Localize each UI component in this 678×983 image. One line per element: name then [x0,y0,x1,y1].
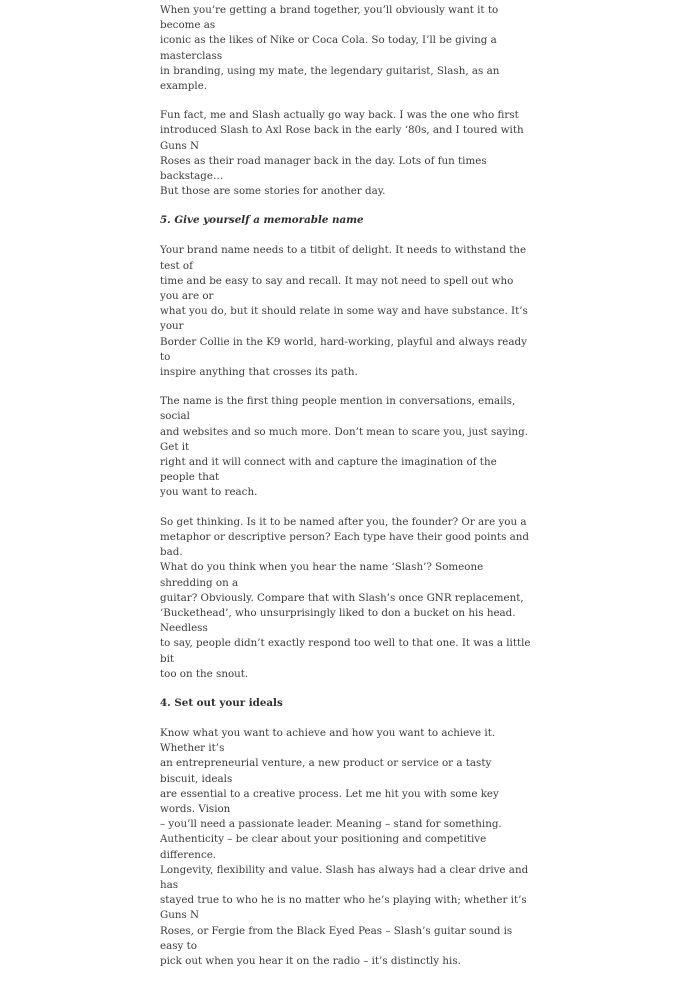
article-body [160,3,532,983]
section-heading-4: 4. Set out your ideals [160,696,283,709]
section-5-paragraph: Your brand name needs to a titbit of delight. It needs to withstand the test of time and be easy to say and recall. It may not need to spell out who you are or what you do, but it should relate in some way and have substance. It’s your Border Collie in the K9 world, hard-working, playful and always ready to inspire anything that crosses its path. [160,244,528,379]
intro-paragraph: When you’re getting a brand together, you’ll obviously want it to become as iconic as the likes of Nike or Coca Cola. So today, I’ll be giving a masterclass in branding, using my mate, the legendary guitarist, Slash, as an example. [160,4,500,93]
section-5-paragraph: So get thinking. Is it to be named after you, the founder? Or are you a metaphor or descriptive person? Each type have their good points and bad. What do you think when you hear the name ‘Slash’? Someone shredding on a guitar? Obviously. Compare that with Slash’s once GNR replacement, ‘Buckethead’, who unsurprisingly liked to don a bucket on his head. Needless to say, people didn’t exactly respond too well to that one. It was a little bit too on the snout. [160,515,531,680]
section-5-paragraph: The name is the first thing people mention in conversations, emails, social and websites and so much more. Don’t mean to scare you, just saying. Get it right and it will connect with and capture the imagination of the people that you want to reach. [160,395,528,499]
section-heading-5: 5. Give yourself a memorable name [160,214,364,227]
intro-paragraph: Fun fact, me and Slash actually go way back. I was the one who first introduced Slash to Axl Rose back in the early ‘80s, and I toured with Guns N Roses as their road manager back in the day. Lots of fun times backstage… But those are some stories for another day. [160,109,524,198]
section-4-paragraph: Know what you want to achieve and how you want to achieve it. Whether it’s an entrepreneurial venture, a new product or service or a tasty biscuit, ideals are essential to a creative process. Let me hit you with some key words. Vision – you’ll need a passionate leader. Meaning – stand for something. Authenticity – be clear about your positioning and competitive difference. Longevity, flexibility and value. Slash has always had a clear drive and has stayed true to who he is no matter who he’s playing with; whether it’s Guns N Roses, or Fergie from the Black Eyed Peas – Slash’s guitar sound is easy to pick out when you hear it on the radio – it’s distinctly his. [160,726,529,967]
